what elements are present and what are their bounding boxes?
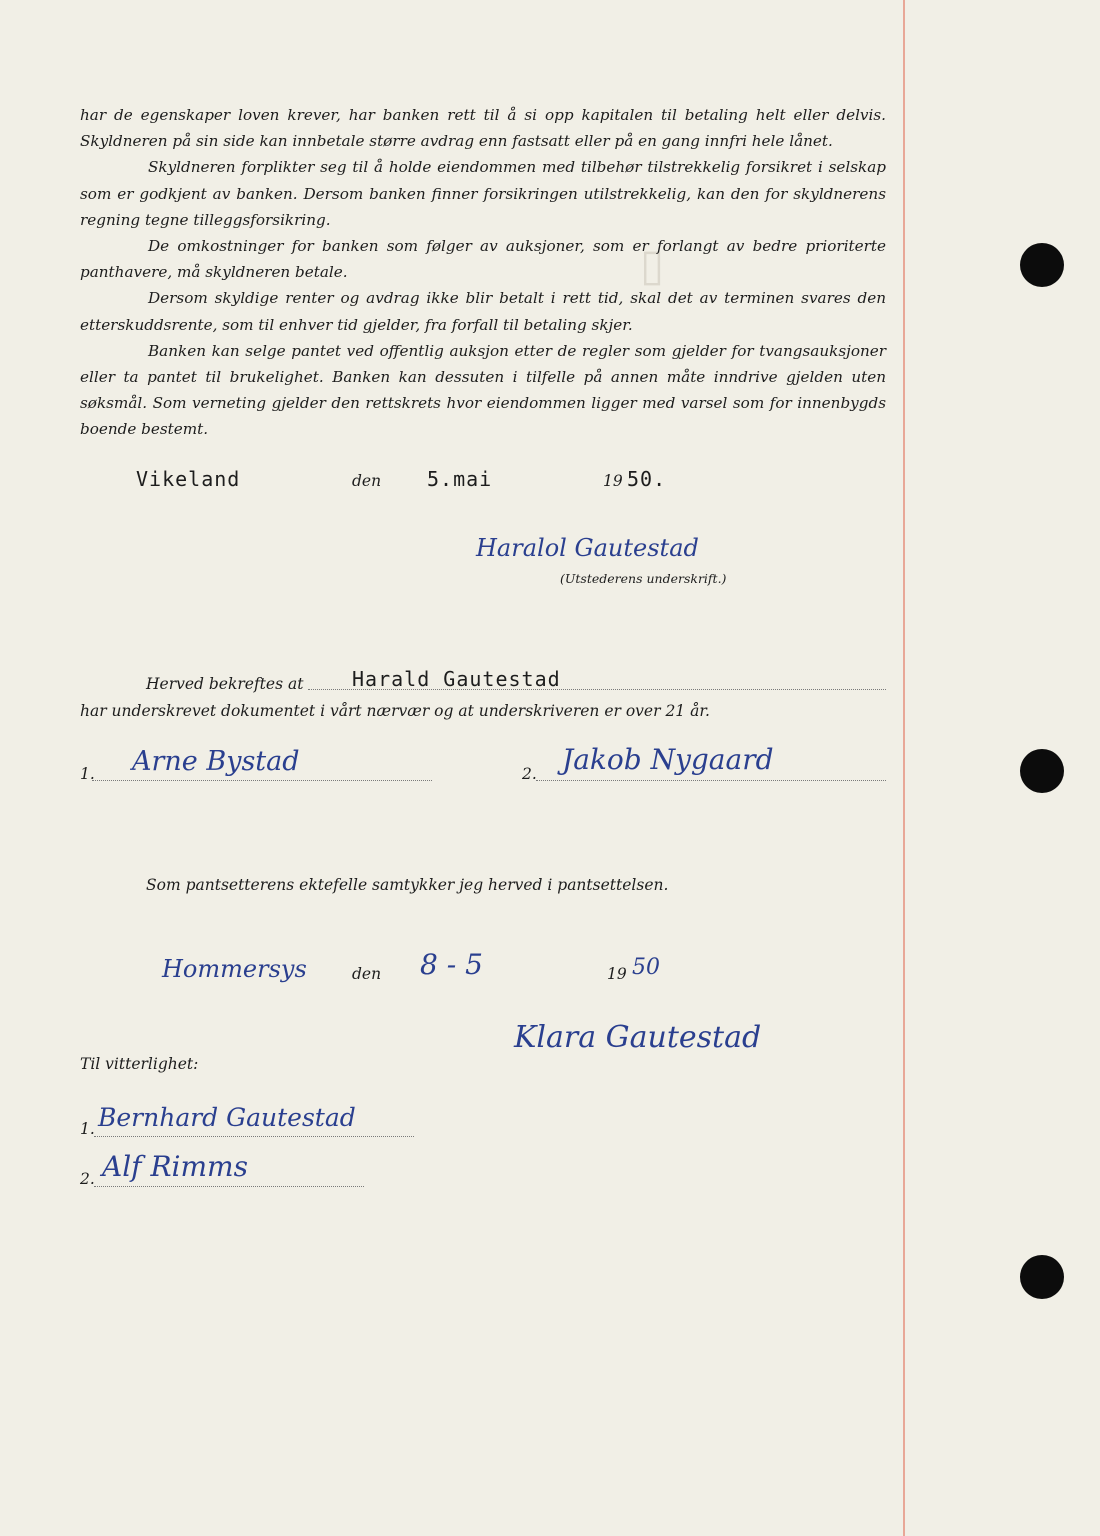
terms-paragraph: Skyldneren forplikter seg til å holde eiendommen med tilbehør tilstrekkelig forsikret i selskap som er godkjent av banken. Dersom banken finner forsikringen utilstrekkelig, kan den for skyldnerens regning tegne tilleggsforsikring. xyxy=(80,158,886,229)
attestation-label: Til vitterlighet: xyxy=(80,1055,199,1073)
date-handwritten: 8 - 5 xyxy=(420,948,483,981)
confirmation-text: har underskrevet dokumentet i vårt nærvær og at underskriveren er over 21 år. xyxy=(80,702,710,720)
attest-signature-2: Alf Rimms xyxy=(102,1150,248,1183)
punch-hole-middle xyxy=(1020,749,1064,793)
witness-number: 2. xyxy=(522,765,537,783)
witness-signature-line xyxy=(536,780,886,781)
loan-terms-text xyxy=(80,102,886,443)
attest-signature-1: Bernhard Gautestad xyxy=(98,1103,356,1132)
margin-rule xyxy=(903,0,905,1536)
punch-hole-top xyxy=(1020,243,1064,287)
terms-paragraph: har de egenskaper loven krever, har banken rett til å si opp kapitalen til betaling helt eller delvis. Skyldneren på sin side kan innbetale større avdrag enn fastsatt eller på en gang innfri hele lånet. xyxy=(80,106,886,151)
issuer-signature: Haralol Gautestad xyxy=(476,534,699,562)
year-suffix: 50. xyxy=(627,467,667,491)
den-label: den xyxy=(352,965,382,983)
spouse-consent-text: Som pantsetterens ektefelle samtykker jeg herved i pantsettelsen. xyxy=(146,876,669,894)
witness-signature-line xyxy=(92,780,432,781)
terms-paragraph: De omkostninger for banken som følger av auksjoner, som er forlangt av bedre prioriterte panthavere, må skyldneren betale. xyxy=(80,237,886,282)
witness-number: 1. xyxy=(80,765,95,783)
attest-witness-number: 2. xyxy=(80,1170,95,1188)
confirmed-name: Harald Gautestad xyxy=(352,667,561,691)
witness-signature-1: Arne Bystad xyxy=(132,746,300,777)
spouse-signature: Klara Gautestad xyxy=(514,1020,762,1055)
bleed-through-mark: ▯ xyxy=(640,240,665,291)
witness-signature-2: Jakob Nygaard xyxy=(562,743,774,776)
den-label: den xyxy=(352,472,382,490)
year-prefix: 19 xyxy=(603,472,623,490)
terms-paragraph: Banken kan selge pantet ved offentlig auksjon etter de regler som gjelder for tvangsauksjoner eller ta pantet til brukelighet. Banken kan dessuten i tilfelle på annen måte inndrive gjelden uten søksmål. Som verneting gjelder den rettskrets hvor eiendommen ligger med varsel som for innenbygds boende bestemt. xyxy=(80,341,886,439)
attest-witness-number: 1. xyxy=(80,1120,95,1138)
attest-signature-line xyxy=(94,1136,414,1137)
punch-hole-bottom xyxy=(1020,1255,1064,1299)
year-prefix: 19 xyxy=(607,965,627,983)
terms-paragraph: Dersom skyldige renter og avdrag ikke blir betalt i rett tid, skal det av terminen svares den etterskuddsrente, som til enhver tid gjelder, fra forfall til betaling skjer. xyxy=(80,289,886,334)
place-handwritten: Hommersys xyxy=(162,955,307,983)
place-vikeland: Vikeland xyxy=(136,467,241,491)
issuer-signature-caption: (Utstederens underskrift.) xyxy=(560,571,727,586)
date-value: 5.mai xyxy=(427,467,493,491)
year-handwritten: 50 xyxy=(632,955,660,980)
confirmation-label: Herved bekreftes at xyxy=(146,675,304,693)
attest-signature-line xyxy=(94,1186,364,1187)
